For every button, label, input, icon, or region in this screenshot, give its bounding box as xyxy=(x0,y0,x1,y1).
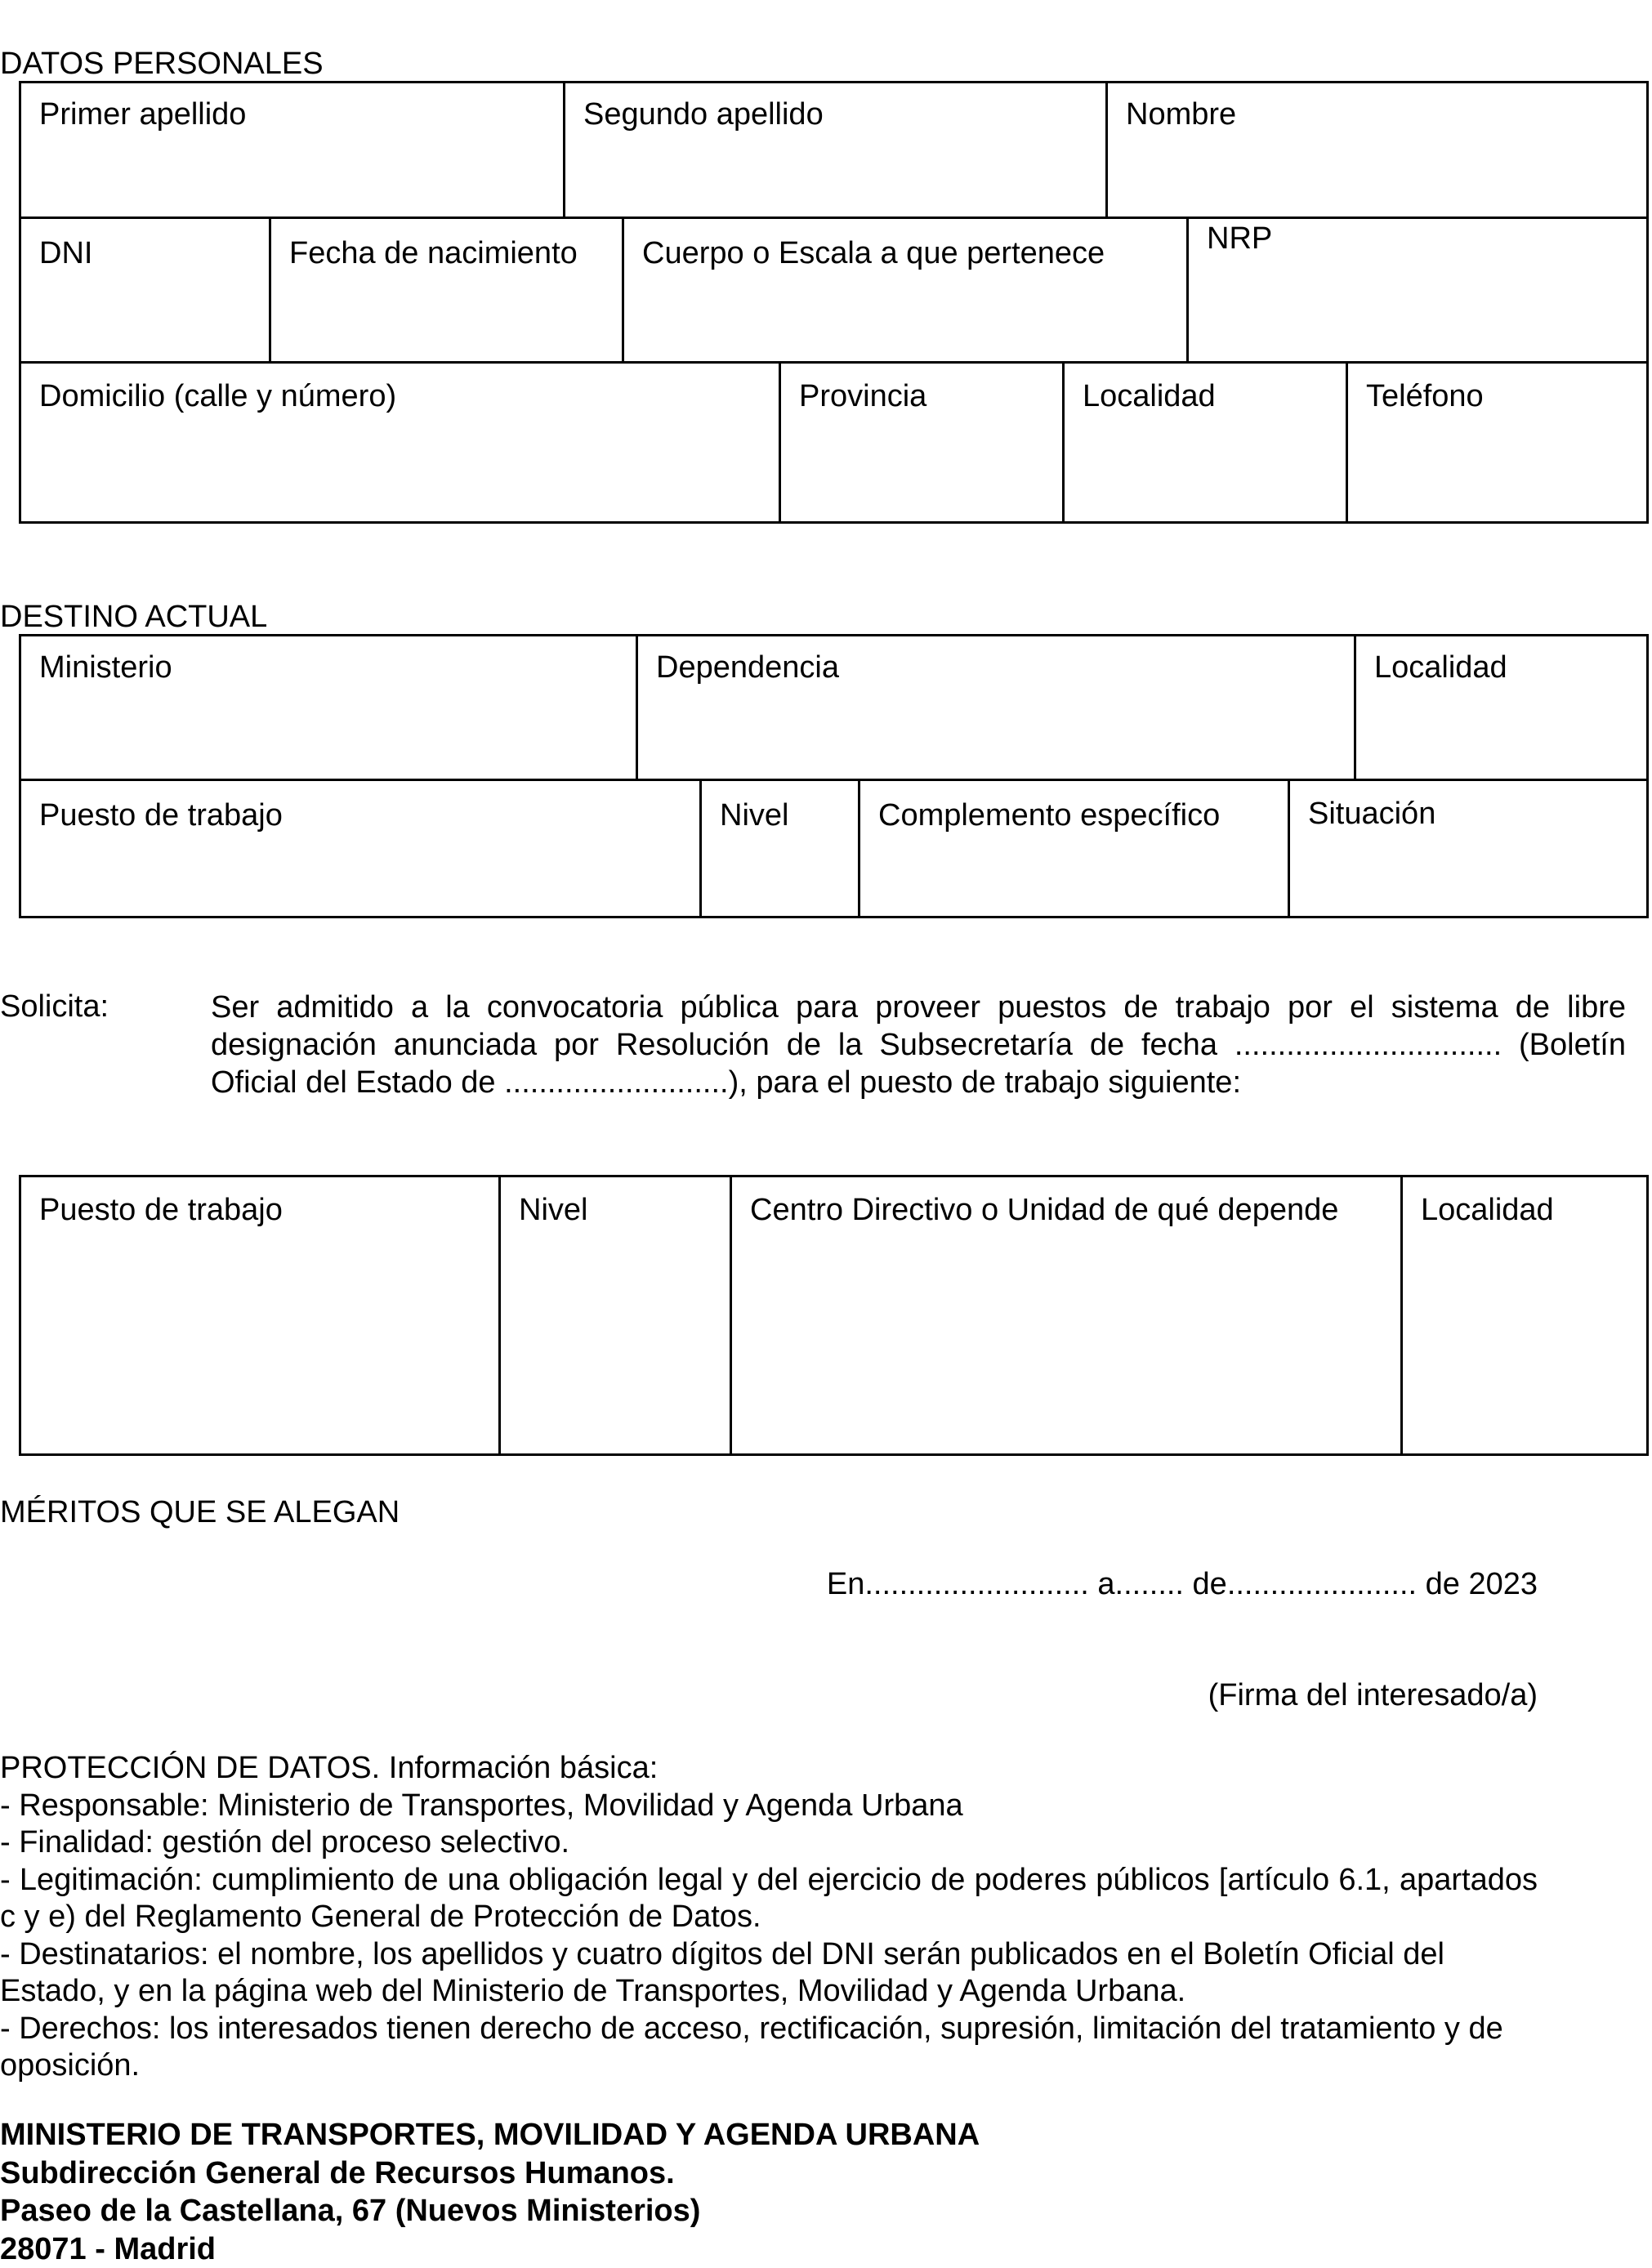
signature-label: (Firma del interesado/a) xyxy=(1208,1678,1538,1712)
centro-directivo-label: Centro Directivo o Unidad de qué depende xyxy=(750,1193,1339,1227)
puesto-actual-field[interactable] xyxy=(21,781,702,916)
puesto-solicitado-table xyxy=(19,1175,1649,1456)
data-protection-item: - Legitimación: cumplimiento de una obligación legal y del ejercicio de poderes públicos [artículo 6.1, apartados c y e) del Reglamento General de Protección de Datos. xyxy=(0,1862,1538,1934)
dni-label: DNI xyxy=(39,236,93,270)
data-protection-item: - Destinatarios: el nombre, los apellidos y cuatro dígitos del DNI serán publicados en el Boletín Oficial del Estado, y en la página web del Ministerio de Transportes, Movilidad y Agenda Urbana. xyxy=(0,1936,1444,2008)
address-line: Subdirección General de Recursos Humanos. xyxy=(0,2155,675,2190)
provincia-field[interactable] xyxy=(781,364,1065,521)
destino-localidad-field[interactable] xyxy=(1356,636,1646,781)
nombre-label: Nombre xyxy=(1126,97,1237,132)
data-protection-section xyxy=(0,1750,1538,2085)
situacion-label: Situación xyxy=(1308,797,1436,831)
ministerio-label: Ministerio xyxy=(39,650,172,685)
solicita-text: Ser admitido a la convocatoria pública para proveer puestos de trabajo por el sistema de libre designación anunciada por Resolución de la Subsecretaría de fecha ............................... (Boletín Oficial del Estado de ..........................), para el puesto de trabajo siguiente: xyxy=(211,990,1626,1100)
domicilio-label: Domicilio (calle y número) xyxy=(39,379,397,413)
data-protection-item: - Responsable: Ministerio de Transportes, Movilidad y Agenda Urbana xyxy=(0,1788,963,1823)
destino-localidad-label: Localidad xyxy=(1374,650,1507,685)
dni-field[interactable] xyxy=(21,219,271,364)
nivel-actual-field[interactable] xyxy=(702,781,860,916)
fecha-nacimiento-label: Fecha de nacimiento xyxy=(289,236,578,270)
localidad-field[interactable] xyxy=(1065,364,1348,521)
dependencia-field[interactable] xyxy=(638,636,1356,781)
ministry-address xyxy=(0,2116,980,2268)
destino-actual-table xyxy=(19,634,1649,918)
situacion-field[interactable] xyxy=(1290,781,1646,916)
segundo-apellido-field[interactable] xyxy=(565,83,1108,219)
data-protection-item: - Derechos: los interesados tienen derecho de acceso, rectificación, supresión, limitación del tratamiento y de oposición. xyxy=(0,2011,1503,2083)
cuerpo-escala-label: Cuerpo o Escala a que pertenece xyxy=(642,236,1105,270)
localidad-label: Localidad xyxy=(1083,379,1216,413)
telefono-field[interactable] xyxy=(1348,364,1646,521)
meritos-title: MÉRITOS QUE SE ALEGAN xyxy=(0,1495,400,1529)
nrp-field[interactable] xyxy=(1189,219,1646,364)
data-protection-item: - Finalidad: gestión del proceso selectivo. xyxy=(0,1825,570,1859)
nivel-actual-label: Nivel xyxy=(720,798,789,833)
telefono-label: Teléfono xyxy=(1366,379,1484,413)
solicita-label: Solicita: xyxy=(0,989,109,1024)
address-line: Paseo de la Castellana, 67 (Nuevos Ministerios) xyxy=(0,2194,701,2228)
address-line: MINISTERIO DE TRANSPORTES, MOVILIDAD Y AGENDA URBANA xyxy=(0,2118,980,2152)
puesto-solicitado-field[interactable] xyxy=(21,1177,501,1453)
domicilio-field[interactable] xyxy=(21,364,781,521)
destino-actual-title: DESTINO ACTUAL xyxy=(0,600,268,634)
datos-personales-table xyxy=(19,81,1649,524)
puesto-solicitado-label: Puesto de trabajo xyxy=(39,1193,283,1227)
nivel-solicitado-field[interactable] xyxy=(501,1177,732,1453)
localidad-solicitada-label: Localidad xyxy=(1421,1193,1554,1227)
dependencia-label: Dependencia xyxy=(656,650,839,685)
date-line[interactable]: En.......................... a........ de...................... de 2023 xyxy=(826,1567,1538,1601)
fecha-nacimiento-field[interactable] xyxy=(271,219,624,364)
segundo-apellido-label: Segundo apellido xyxy=(583,97,824,132)
data-protection-title: PROTECCIÓN DE DATOS. Información básica: xyxy=(0,1751,659,1785)
complemento-field[interactable] xyxy=(860,781,1290,916)
cuerpo-escala-field[interactable] xyxy=(624,219,1189,364)
primer-apellido-field[interactable] xyxy=(21,83,565,219)
ministerio-field[interactable] xyxy=(21,636,638,781)
primer-apellido-label: Primer apellido xyxy=(39,97,247,132)
nrp-label: NRP xyxy=(1207,221,1273,256)
nivel-solicitado-label: Nivel xyxy=(519,1193,588,1227)
provincia-label: Provincia xyxy=(799,379,927,413)
nombre-field[interactable] xyxy=(1108,83,1646,219)
datos-personales-title: DATOS PERSONALES xyxy=(0,47,324,81)
centro-directivo-field[interactable] xyxy=(732,1177,1403,1453)
complemento-label: Complemento específico xyxy=(878,798,1221,833)
localidad-solicitada-field[interactable] xyxy=(1403,1177,1646,1453)
puesto-actual-label: Puesto de trabajo xyxy=(39,798,283,833)
address-line: 28071 - Madrid xyxy=(0,2231,216,2266)
